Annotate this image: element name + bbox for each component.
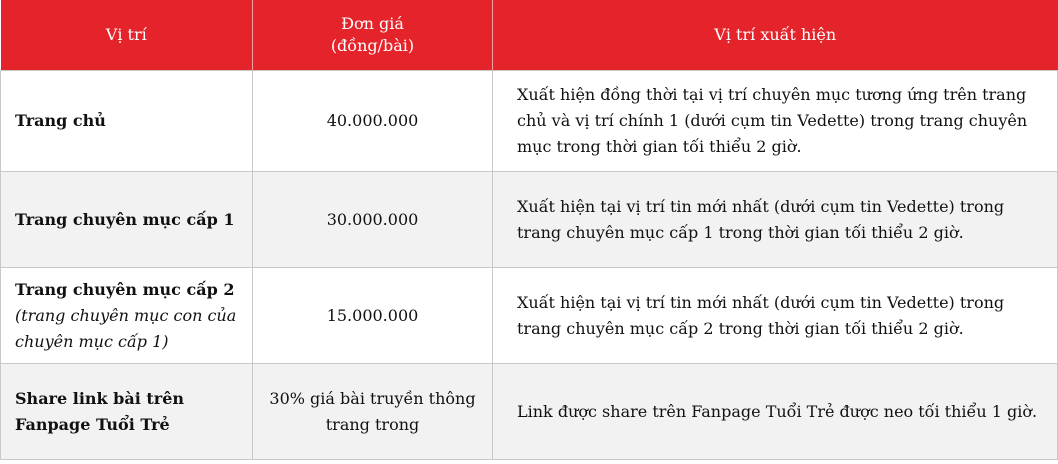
header-display: Vị trí xuất hiện — [493, 0, 1058, 71]
header-price-line1: Đơn giá — [341, 14, 404, 33]
row-price: 15.000.000 — [253, 268, 493, 364]
row-position-note: (trang chuyên mục con của chuyên mục cấp 1) — [15, 305, 237, 351]
header-price-line2: (đồng/bài) — [330, 36, 415, 55]
row-description: Xuất hiện đồng thời tại vị trí chuyên mục tương ứng trên trang chủ và vị trí chính 1 (dưới cụm tin Vedette) trong trang chuyên mục trong thời gian tối thiểu 2 giờ. — [493, 71, 1058, 172]
row-price: 30% giá bài truyền thông trang trong — [253, 364, 493, 460]
row-description: Xuất hiện tại vị trí tin mới nhất (dưới cụm tin Vedette) trong trang chuyên mục cấp 2 trong thời gian tối thiểu 2 giờ. — [493, 268, 1058, 364]
table-row — [1, 364, 1058, 460]
header-position: Vị trí — [1, 0, 253, 71]
row-position: Trang chủ — [1, 71, 253, 172]
row-position-cell — [1, 268, 253, 364]
row-position: Share link bài trên Fanpage Tuổi Trẻ — [1, 364, 253, 460]
row-position: Trang chuyên mục cấp 1 — [1, 172, 253, 268]
row-description: Xuất hiện tại vị trí tin mới nhất (dưới cụm tin Vedette) trong trang chuyên mục cấp 1 trong thời gian tối thiểu 2 giờ. — [493, 172, 1058, 268]
table-row — [1, 172, 1058, 268]
table-row — [1, 268, 1058, 364]
row-price: 40.000.000 — [253, 71, 493, 172]
row-price: 30.000.000 — [253, 172, 493, 268]
table-row — [1, 71, 1058, 172]
row-position: Trang chuyên mục cấp 2 — [15, 279, 235, 299]
header-price — [253, 0, 493, 71]
row-description: Link được share trên Fanpage Tuổi Trẻ được neo tối thiểu 1 giờ. — [493, 364, 1058, 460]
table-header-row — [1, 0, 1058, 71]
